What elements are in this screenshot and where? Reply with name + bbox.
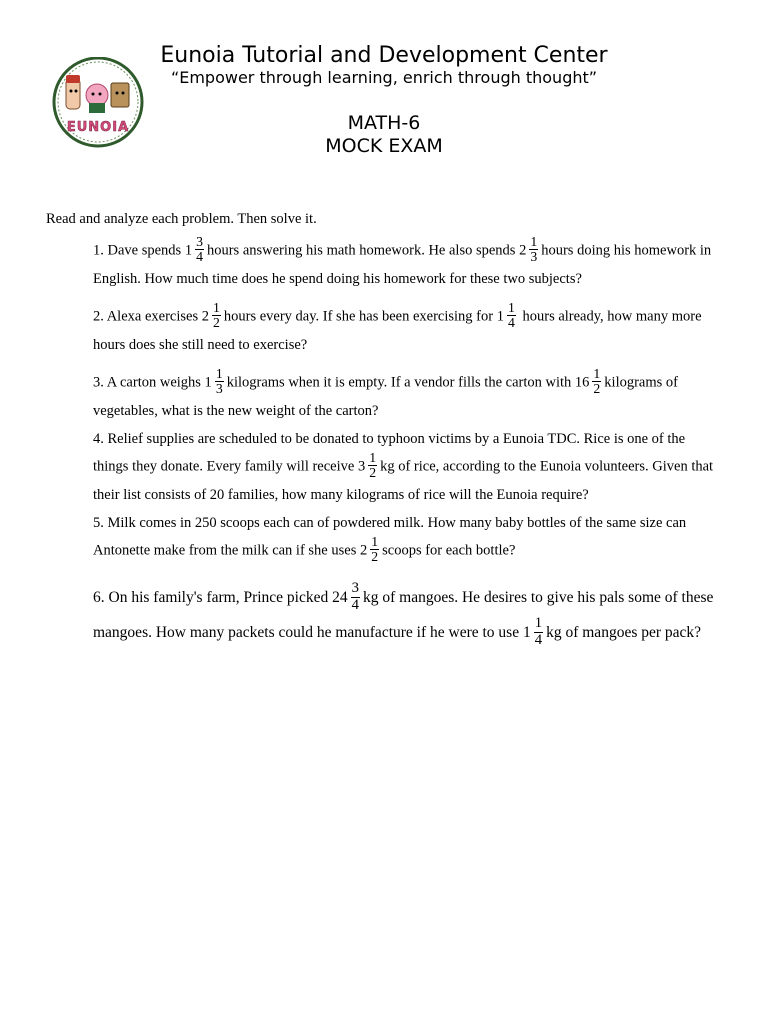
course-code: MATH-6 [347,112,421,134]
numerator: 1 [507,299,515,315]
numerator: 1 [215,365,223,381]
fraction [529,235,538,265]
denominator: 2 [371,549,379,565]
problem-text: kilograms of vegetables, what is the new weight of the carton? [93,374,678,419]
problem-text: hours already, how many more hours does she still need to exercise? [93,308,702,353]
logo-text: EUNOIA [66,120,130,135]
problem-text: 4. Relief supplies are scheduled to be donated to typhoon victims by a Eunoia TDC. Rice is one of the things they donate. Every family will receive 3 [93,430,686,475]
numerator: 1 [593,365,601,381]
problem-text: kg of rice, according to the Eunoia volunteers. Given that their list consists of 20 families, how many kilograms of rice will the Eunoia require? [93,458,714,503]
problem-1 [93,236,723,292]
fraction [368,451,377,481]
denominator: 4 [534,631,543,648]
denominator: 4 [507,315,515,331]
fraction [370,535,379,565]
denominator: 3 [530,249,538,265]
denominator: 4 [351,596,359,613]
problem-2 [93,299,723,358]
numerator: 1 [369,449,377,465]
problem-text: kg of mangoes per pack? [546,623,702,641]
problem-text: scoops for each bottle? [382,542,516,559]
numerator: 3 [196,234,203,249]
problem-6 [93,580,723,650]
problem-text: 1. Dave spends 1 [93,242,193,259]
denominator: 4 [196,249,203,265]
fraction [534,616,543,648]
denominator: 2 [369,465,377,481]
fraction [351,581,360,613]
fraction [195,235,204,265]
problem-text: hours answering his math homework. He also spends 2 [206,242,527,259]
problem-4 [93,426,723,508]
denominator: 2 [212,315,220,331]
fraction [215,367,224,397]
fraction [212,301,221,331]
problem-text: 6. On his family's farm, Prince picked 24 [93,588,348,606]
denominator: 2 [593,381,601,397]
exam-heading [0,112,768,158]
problem-text: kilograms when it is empty. If a vendor fills the carton with 16 [226,374,590,391]
problem-text: hours doing his homework in English. How much time does he spend doing his homework for these two subjects? [93,242,712,287]
fraction [507,301,516,331]
fraction [592,367,601,397]
numerator: 3 [351,580,359,597]
denominator: 3 [215,381,223,397]
instructions: Read and analyze each problem. Then solve it. [46,211,317,227]
problem-text: hours every day. If she has been exercising for 1 [223,308,504,325]
problem-text: kg of mangoes. He desires to give his pals some of these mangoes. How many packets could he manufacture if he were to use 1 [93,588,714,641]
numerator: 1 [534,615,543,632]
problem-text: 5. Milk comes in 250 scoops each can of powdered milk. How many baby bottles of the same size can Antonette make from the milk can if she uses 2 [93,514,687,559]
numerator: 1 [212,299,220,315]
center-name: Eunoia Tutorial and Development Center [160,43,608,68]
exam-type: MOCK EXAM [325,135,443,157]
problem-5 [93,510,723,566]
numerator: 1 [530,234,538,249]
problem-text: 2. Alexa exercises 2 [93,308,209,325]
problem-text: 3. A carton weighs 1 [93,374,212,391]
tagline: “Empower through learning, enrich through thought” [170,68,598,87]
problem-3 [93,365,723,424]
problem-list [93,236,723,650]
numerator: 1 [371,533,379,549]
